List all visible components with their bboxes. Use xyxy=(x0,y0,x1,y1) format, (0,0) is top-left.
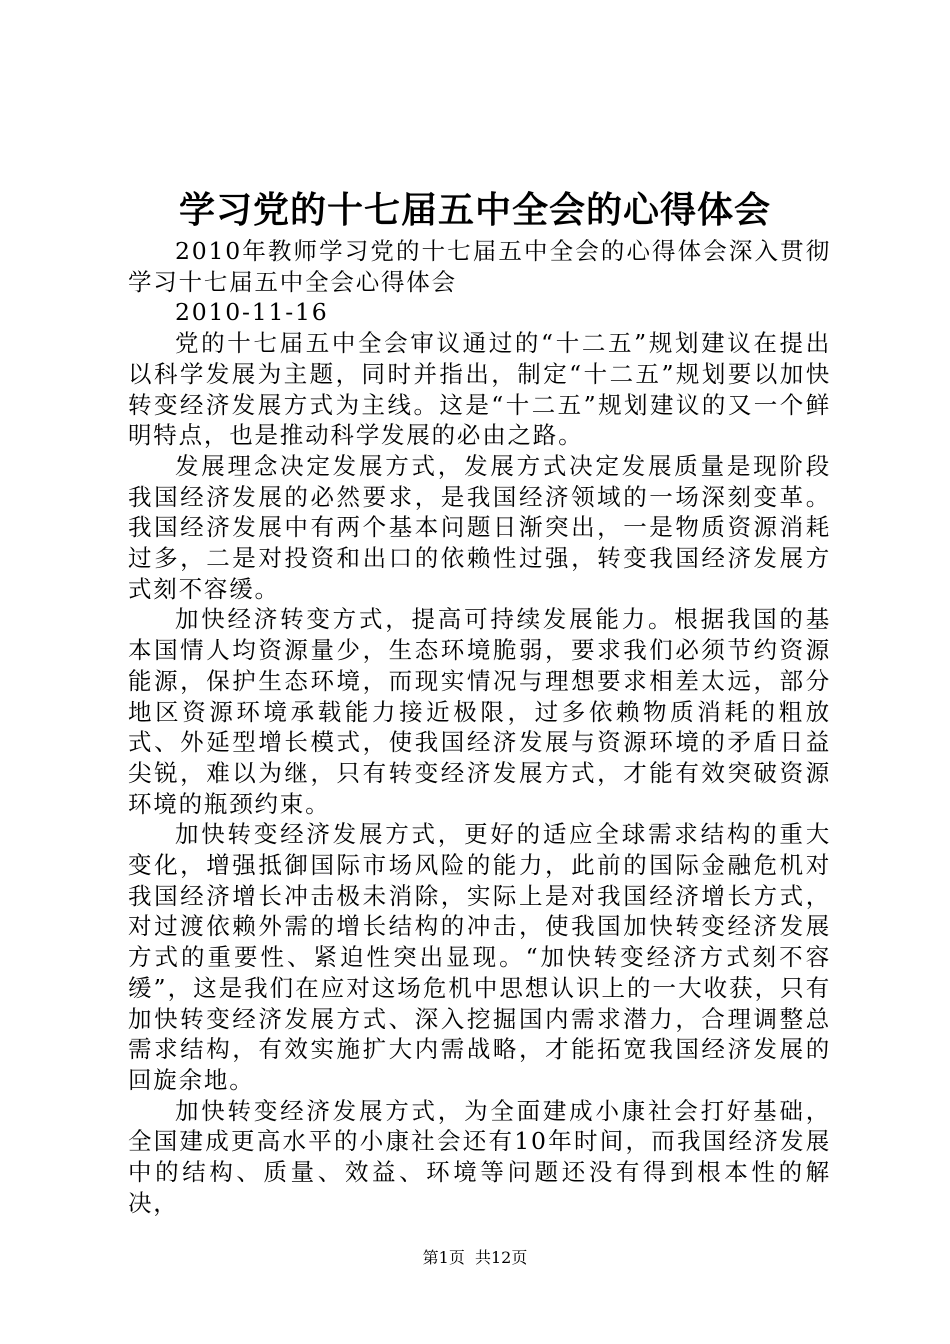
paragraph: 加快转变经济发展方式，更好的适应全球需求结构的重大变化，增强抵御国际市场风险的能力，此前的国际金融危机对我国经济增长冲击极未消除，实际上是对我国经济增长方式，对过渡依赖外需的增长结构的冲击，使我国加快转变经济发展方式的重要性、紧迫性突出显现。“加快转变经济方式刻不容缓”，这是我们在应对这场危机中思想认识上的一大收获，只有加快转变经济发展方式、深入挖掘国内需求潜力，合理调整总需求结构，有效实施扩大内需战略，才能拓宽我国经济发展的回旋余地。 xyxy=(128,820,831,1094)
paragraph: 加快经济转变方式，提高可持续发展能力。根据我国的基本国情人均资源量少，生态环境脆弱，要求我们必须节约资源能源，保护生态环境，而现实情况与理想要求相差太远，部分地区资源环境承载能力接近极限，过多依赖物质消耗的粗放式、外延型增长模式，使我国经济发展与资源环境的矛盾日益尖锐，难以为继，只有转变经济发展方式，才能有效突破资源环境的瓶颈约束。 xyxy=(128,605,831,818)
document-subtitle: 2010年教师学习党的十七届五中全会的心得体会深入贯彻学习十七届五中全会心得体会 xyxy=(128,237,831,296)
paragraph: 加快转变经济发展方式，为全面建成小康社会打好基础，全国建成更高水平的小康社会还有10年时间，而我国经济发展中的结构、质量、效益、环境等问题还没有得到根本性的解决， xyxy=(128,1096,831,1217)
document-date: 2010-11-16 xyxy=(175,298,329,327)
document-title: 学习党的十七届五中全会的心得体会 xyxy=(178,189,771,231)
paragraph: 发展理念决定发展方式，发展方式决定发展质量是现阶段我国经济发展的必然要求，是我国经济领域的一场深刻变革。我国经济发展中有两个基本问题日渐突出，一是物质资源消耗过多，二是对投资和出口的依赖性过强，转变我国经济发展方式刻不容缓。 xyxy=(128,451,831,603)
paragraph: 党的十七届五中全会审议通过的“十二五”规划建议在提出以科学发展为主题，同时并指出，制定“十二五”规划要以加快转变经济发展方式为主线。这是“十二五”规划建议的又一个鲜明特点，也是推动科学发展的必由之路。 xyxy=(128,329,831,450)
page-footer xyxy=(0,1248,950,1268)
document-body xyxy=(128,236,831,1219)
page-number-label: 第1页 共12页 xyxy=(422,1248,528,1267)
